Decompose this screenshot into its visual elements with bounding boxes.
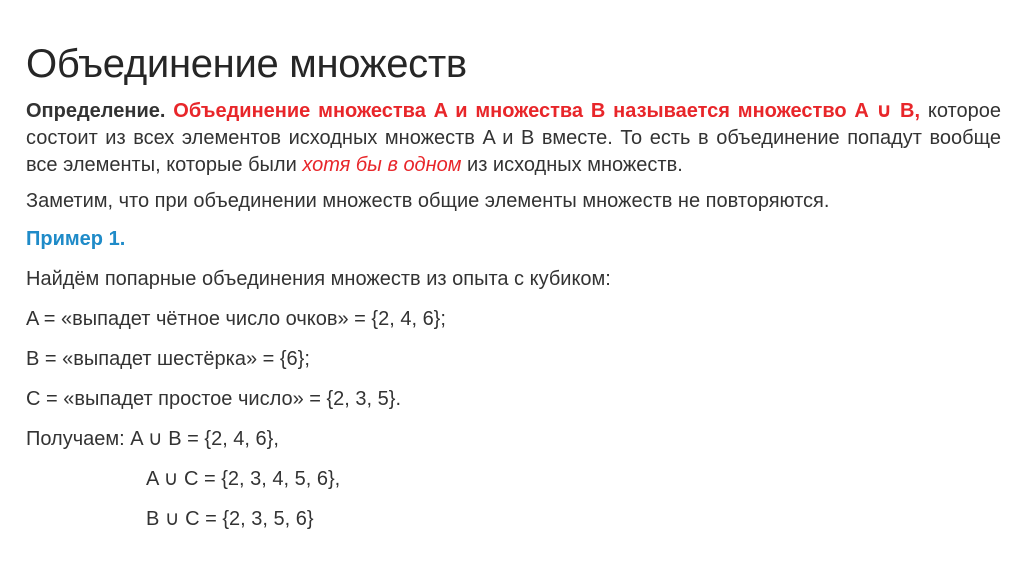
result-line-1 [26,426,1001,453]
set-b-line: B = «выпадет шестёрка» = {6}; [26,348,310,370]
definition-emphasis: хотя бы в одном [302,154,462,176]
set-a-line: A = «выпадет чётное число очков» = {2, 4, 6}; [26,308,446,330]
note-text: Заметим, что при объединении множеств общие элементы множеств не повторяются. [26,190,830,212]
definition-text-1: которое состоит из всех элементов исходных множеств A и B вместе. То есть в объединение попадут вообще все элементы, которые были [26,100,1001,176]
result-label: Получаем: [26,428,125,450]
definition-paragraph [26,98,1001,179]
definition-highlight: Объединение множества A и множества B называется множество A ∪ B, [173,100,921,122]
definition-text-2: из исходных множеств. [467,154,683,176]
result-a-union-c: A ∪ C = {2, 3, 4, 5, 6}, [146,468,341,490]
result-line-2 [26,466,1001,493]
slide-title: Объединение множеств [26,42,467,86]
definition-label: Определение. [26,100,166,122]
example-intro: Найдём попарные объединения множеств из опыта с кубиком: [26,268,611,290]
example-title: Пример 1. [26,228,126,250]
result-a-union-b: A ∪ B = {2, 4, 6}, [130,428,279,450]
result-line-3 [26,506,1001,533]
slide-content [26,98,1001,533]
set-c-line: C = «выпадет простое число» = {2, 3, 5}. [26,388,402,410]
result-b-union-c: B ∪ C = {2, 3, 5, 6} [146,508,314,530]
